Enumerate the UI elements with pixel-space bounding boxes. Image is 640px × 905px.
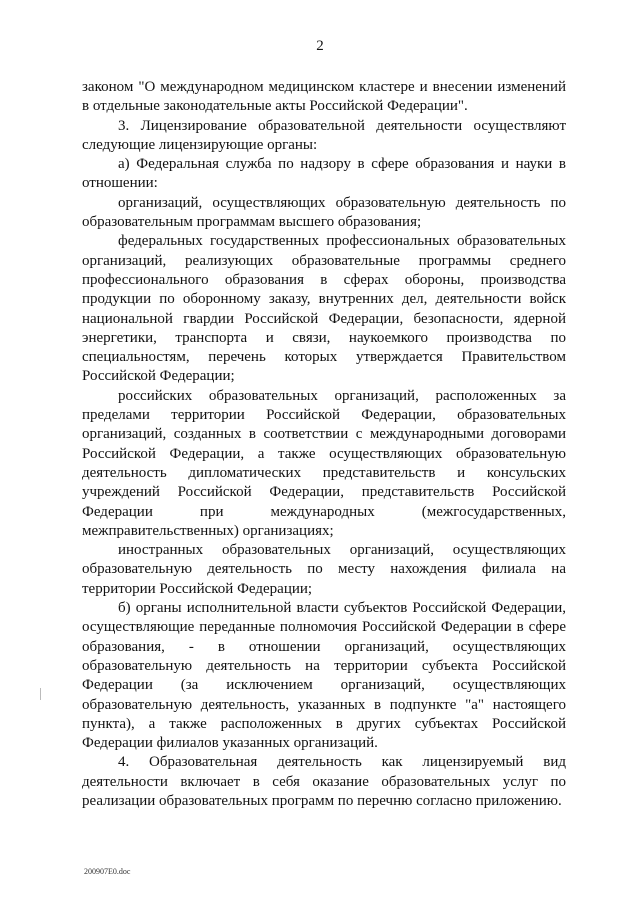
paragraph-foreign-orgs: иностранных образовательных организаций, осуществляющих образовательную деятельность по месту нахождения филиала на территории Российской Федерации;	[82, 542, 566, 597]
paragraph-russian-orgs-abroad: российских образовательных организаций, расположенных за пределами территории Российской Федерации, образовательных организаций, созданных в соответствии с международными договорами Российской Федерации, а также осуществляющих образовательную деятельность дипломатических представительств и консульских учреждений Российской Федерации, представительств Российской Федерации при международных (межгосударственных, межправительственных) организациях;	[82, 387, 566, 539]
paragraph-subitem-a: а) Федеральная служба по надзору в сфере образования и науки в отношении:	[82, 156, 566, 192]
paragraph-item-4: 4. Образовательная деятельность как лицензируемый вид деятельности включает в себя оказание образовательных услуг по реализации образовательных программ по перечню согласно приложению.	[82, 754, 566, 809]
footer-file-code: 200907E0.doc	[84, 867, 131, 876]
paragraph-federal-professional-orgs: федеральных государственных профессиональных образовательных организаций, реализующих образовательные программы среднего профессионального образования в сферах обороны, производства продукции по оборонному заказу, внутренних дел, деятельности войск национальной гвардии Российской Федерации, безопасности, ядерной энергетики, транспорта и связи, наукоемкого производства по специальностям, перечень которых утверждается Правительством Российской Федерации;	[82, 233, 566, 385]
margin-mark	[40, 688, 41, 700]
paragraph-law-reference: законом "О международном медицинском кластере и внесении изменений в отдельные законодательные акты Российской Федерации".	[82, 79, 566, 115]
paragraph-higher-education-orgs: организаций, осуществляющих образовательную деятельность по образовательным программам высшего образования;	[82, 194, 566, 231]
paragraph-item-3: 3. Лицензирование образовательной деятельности осуществляют следующие лицензирующие органы:	[82, 117, 566, 153]
document-body	[82, 78, 566, 811]
paragraph-subitem-b: б) органы исполнительной власти субъектов Российской Федерации, осуществляющие переданные полномочия Российской Федерации в сфере образования, - в отношении организаций, осуществляющих образовательную деятельность на территории субъекта Российской Федерации (за исключением организаций, осуществляющих образовательную деятельность, указанных в подпункте "а" настоящего пункта), а также расположенных в других субъектах Российской Федерации филиалов указанных организаций.	[82, 600, 566, 752]
page-number: 2	[316, 38, 324, 54]
